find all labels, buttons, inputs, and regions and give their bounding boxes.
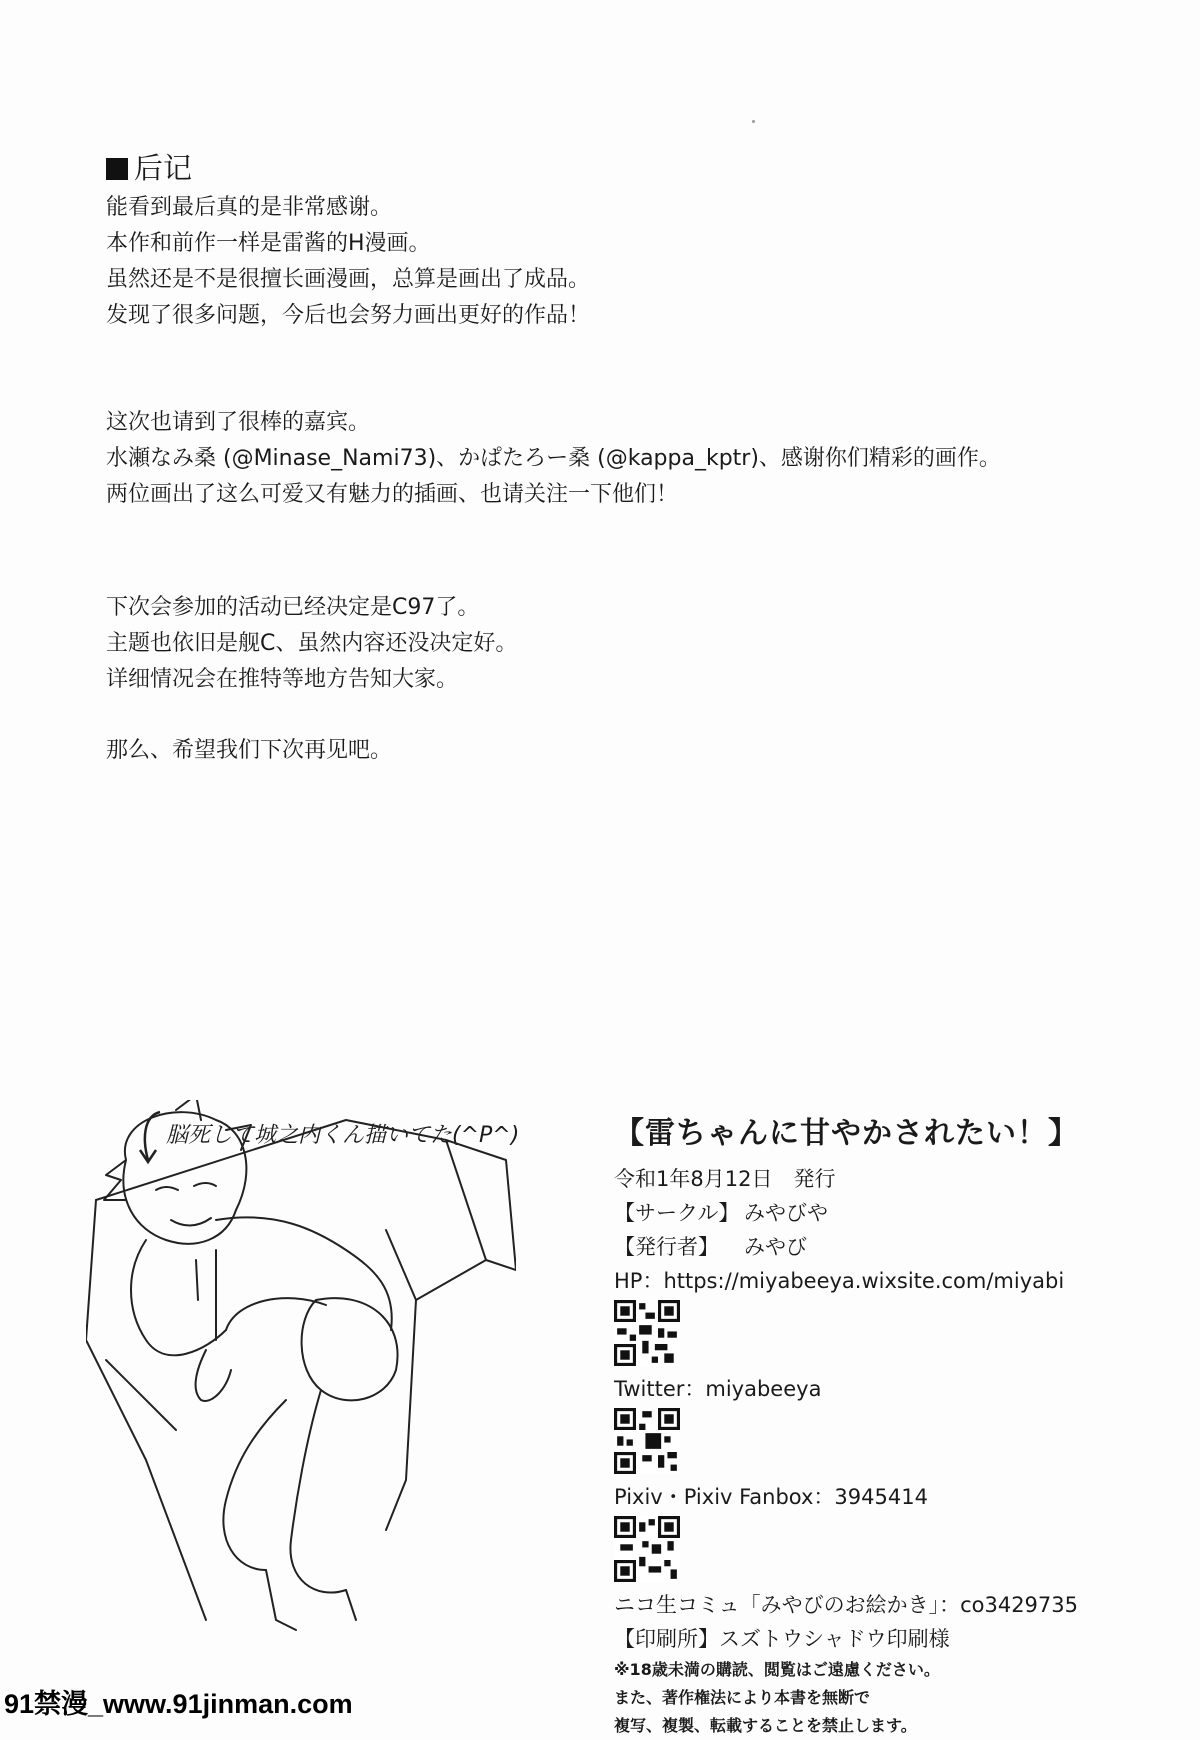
homepage-url[interactable]: HP：https://miyabeeya.wixsite.com/miyabi <box>614 1269 1065 1293</box>
text-line: 这次也请到了很棒的嘉宾。 <box>106 410 371 435</box>
text-line: 本作和前作一样是雷酱的H漫画。 <box>106 231 431 256</box>
paragraph-next-event <box>106 590 517 698</box>
copyright-notice: また、著作権法により本書を無断で <box>614 1688 871 1707</box>
text-line: 下次会参加的活动已经决定是C97了。 <box>106 595 480 620</box>
text-line: 两位画出了这么可爱又有魅力的插画、也请关注一下他们！ <box>106 482 679 507</box>
publisher-row <box>614 1230 1194 1264</box>
text-line: 能看到最后真的是非常感谢。 <box>106 195 393 220</box>
age-notice: ※18歳未満の購読、閲覧はご遠慮ください。 <box>614 1660 940 1679</box>
publisher-label: 【発行者】 <box>614 1235 719 1259</box>
qr-code-icon <box>614 1300 680 1366</box>
site-watermark: 91禁漫_www.91jinman.com <box>4 1689 353 1719</box>
paragraph-farewell <box>106 733 392 769</box>
square-bullet-icon <box>106 158 128 180</box>
colophon <box>614 1108 1194 1740</box>
qr-code-icon <box>614 1516 680 1582</box>
printer-credit: 【印刷所】スズトウシャドウ印刷様 <box>614 1627 950 1651</box>
circle-label: 【サークル】 <box>614 1201 740 1225</box>
paragraph-thanks <box>106 190 590 334</box>
text-line: 水瀬なみ桑 (@Minase_Nami73)、かぱたろー桑 (@kappa_kptr)、感谢你们精彩的画作。 <box>106 446 1001 471</box>
text-line: 主题也依旧是舰C、虽然内容还没决定好。 <box>106 631 518 656</box>
copyright-notice: 複写、複製、転載することを禁止します。 <box>614 1716 917 1735</box>
illustration-caption: 脳死して城之内くん描いてた(^P^) <box>166 1123 520 1148</box>
character-sketch-illustration <box>86 1100 516 1660</box>
pixiv-id[interactable]: Pixiv・Pixiv Fanbox：3945414 <box>614 1485 928 1509</box>
circle-value: みやびや <box>744 1201 828 1225</box>
paragraph-guests <box>106 405 1001 513</box>
afterword-heading: 后记 <box>106 146 192 187</box>
text-line: 详细情况会在推特等地方告知大家。 <box>106 667 459 692</box>
niconico-community: ニコ生コミュ「みやびのお絵かき」：co3429735 <box>614 1593 1078 1617</box>
publisher-value: みやび <box>744 1235 807 1259</box>
text-line: 虽然还是不是很擅长画漫画，总算是画出了成品。 <box>106 267 591 292</box>
paper-speck <box>752 120 755 123</box>
book-title: 【雷ちゃんに甘やかされたい！】 <box>614 1116 1079 1151</box>
text-line: 那么、希望我们下次再见吧。 <box>106 738 393 763</box>
twitter-handle[interactable]: Twitter：miyabeeya <box>614 1377 822 1401</box>
qr-code-icon <box>614 1408 680 1474</box>
publish-date: 令和1年8月12日 発行 <box>614 1167 836 1191</box>
circle-row <box>614 1196 1194 1230</box>
text-line: 发现了很多问题，今后也会努力画出更好的作品！ <box>106 303 591 328</box>
